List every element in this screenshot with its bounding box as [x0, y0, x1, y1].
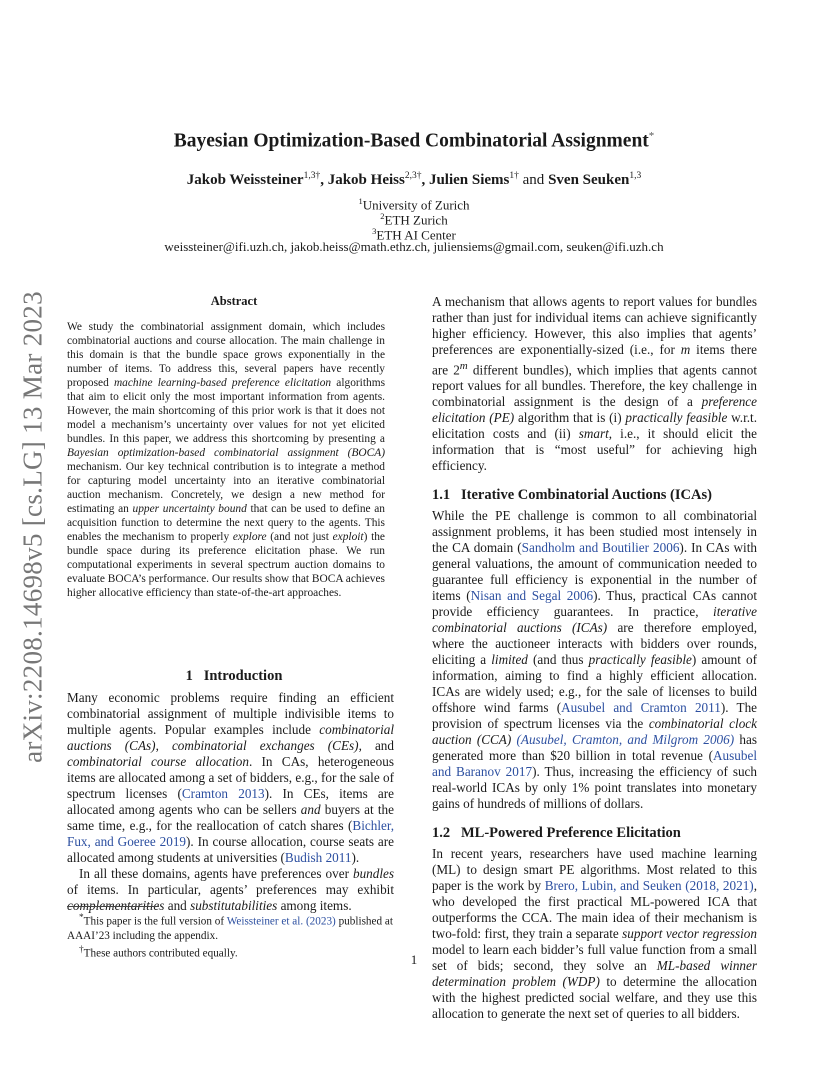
author-emails: weissteiner@ifi.uzh.ch, jakob.heiss@math.ethz.ch, juliensiems@gmail.com, seuken@ifi.uzh.ch [164, 239, 664, 254]
abstract-heading: Abstract [210, 294, 258, 308]
right-column-text [432, 294, 757, 1022]
arxiv-identifier: arXiv:2208.14698v5 [cs.LG] 13 Mar 2023 [17, 291, 48, 763]
footnote: †These authors contributed equally. [79, 944, 238, 960]
title-footnote-mark: * [648, 130, 655, 142]
subsection-heading-ml-pe: 1.2 ML-Powered Preference Elicitation [432, 825, 681, 842]
author-name: Sven Seuken [548, 172, 630, 188]
citation-link[interactable]: Weissteiner et al. (2023) [226, 915, 336, 928]
author-name: Julien Siems [428, 172, 510, 188]
section-heading-introduction: 1 Introduction [185, 668, 283, 684]
page-number: 1 [410, 952, 418, 967]
citation-link[interactable]: Ausubel and Cramton 2011 [561, 700, 721, 716]
author-name: Jakob Heiss [327, 172, 405, 188]
paragraph: Many economic problems require finding an efficient combinatorial assignment of multiple indivisible items to multiple agents. Popular examples include combinatorial auctions (CAs), combinatorial exchanges (CEs), and combinatorial course allocation. In CAs, heterogeneous items are allocated among a set of bidders, e.g., for the sale of spectrum licenses (Cramton 2013). In CEs, items are allocated among agents who can be sellers and buyers at the same time, e.g., for the reallocation of catch shares (Bichler, Fux, and Goeree 2019). In course allocation, course seats are allocated among students at universities (Budish 2011). [67, 690, 395, 865]
author-name: Jakob Weissteiner [186, 172, 304, 188]
citation-link[interactable]: Cramton 2013 [181, 786, 265, 801]
affiliation-line: $^2$ETH Zurich [380, 211, 448, 228]
footnote: *This paper is the full version of Weissteiner et al. (2023) published at AAAI’23 including the appendix. [67, 913, 393, 942]
citation-link[interactable]: Bichler, Fux, and Goeree 2019 [67, 818, 394, 849]
paragraph: In all these domains, agents have preferences over bundles of items. In particular, agents’ preferences may exhibit complementarities and substitutabilities among items. [67, 866, 394, 913]
subsection-heading-icas: 1.1 Iterative Combinatorial Auctions (ICAs) [432, 487, 712, 504]
arxiv-sidebar-stamp [8, 282, 58, 772]
citation-link[interactable]: Brero, Lubin, and Seuken (2018, 2021) [544, 878, 754, 894]
paper-title: Bayesian Optimization-Based Combinatorial Assignment* [173, 130, 655, 152]
abstract-body: We study the combinatorial assignment domain, which includes combinatorial auctions and course allocation. The main challenge in this domain is that the bundle space grows exponentially in the number of items. To address this, several papers have recently proposed machine learning-based preference elicitation algorithms that aim to elicit only the most important information from agents. However, the main shortcoming of this prior work is that it does not model a mechanism’s uncertainty over values for not yet elicited bundles. In this paper, we address this shortcoming by presenting a Bayesian optimization-based combinatorial assignment (BOCA) mechanism. Our key technical contribution is to integrate a method for capturing model uncertainty into an iterative combinatorial auction mechanism. Concretely, we design a new method for estimating an upper uncertainty bound that can be used to define an acquisition function to determine the next query to the agents. This enables the mechanism to properly explore (and not just exploit) the bundle space during its preference elicitation phase. We run computational experiments in several spectrum auction domains to evaluate BOCA’s performance. Our results show that BOCA achieves higher allocative efficiency than state-of-the-art approaches. [67, 321, 385, 599]
paragraph: A mechanism that allows agents to report values for bundles rather than just for individual items can achieve significantly higher efficiency. However, this also implies that agents’ preferences are exponentially-sized (i.e., for m items there are 2$^m$ different bundles), which implies that agents cannot report values for all bundles. Therefore, the key challenge in combinatorial assignment is the design of a preference elicitation (PE) algorithm that is (i) practically feasible w.r.t. elicitation costs and (ii) smart, i.e., it should elicit the information that is “most useful” for achieving high efficiency. [432, 294, 757, 474]
introduction-text [67, 690, 394, 914]
citation-link[interactable]: Nisan and Segal 2006 [470, 588, 594, 604]
citation-link[interactable]: Ausubel and Baranov 2017 [432, 748, 757, 780]
citation-link[interactable]: (Ausubel, Cramton, and Milgrom 2006) [516, 732, 735, 748]
affiliation-line: $^3$ETH AI Center [372, 226, 456, 243]
footnote-rule [67, 906, 159, 907]
paragraph: In recent years, researchers have used machine learning (ML) to design smart PE algorithms. Most related to this paper is the work by Brero, Lubin, and Seuken (2018, 2021), who developed the first practical ML-powered ICA that outperforms the CCA. The main idea of their mechanism is two-fold: first, they train a separate support vector regression model to learn each bidder’s full value function from a small set of bids; second, they solve an ML-based winner determination problem (WDP) to determine the allocation with the highest predicted social welfare, and they use this allocation to generate the next set of queries to all bidders. [432, 846, 757, 1022]
paragraph: While the PE challenge is common to all combinatorial assignment problems, it has been studied most intensely in the CA domain (Sandholm and Boutilier 2006). In CAs with general valuations, the amount of communication needed to guarantee full efficiency is exponential in the number of items (Nisan and Segal 2006). Thus, practical CAs cannot provide efficiency guarantees. In practice, iterative combinatorial auctions (ICAs) are therefore employed, where the auctioneer interacts with bidders over rounds, eliciting a limited (and thus practically feasible) amount of information, aiming to find a highly efficient allocation. ICAs are widely used; e.g., for the sale of licenses to build offshore wind farms (Ausubel and Cramton 2011). The provision of spectrum licenses via the combinatorial clock auction (CCA) (Ausubel, Cramton, and Milgrom 2006) has generated more than $20 billion in total revenue (Ausubel and Baranov 2017). Thus, increasing the efficiency of such real-world ICAs by only 1% point translates into monetary gains of hundreds of millions of dollars. [432, 508, 758, 812]
citation-link[interactable]: Sandholm and Boutilier 2006 [521, 540, 680, 556]
author-list: Jakob Weissteiner$^{1,3\dagger}$, Jakob Heiss$^{2,3\dagger}$, Julien Siems$^{1\dagger}$ and Sven Seuken$^{1,3}$ [186, 171, 642, 188]
affiliation-line: $^1$University of Zurich [358, 196, 470, 213]
citation-link[interactable]: Budish 2011 [284, 850, 352, 865]
